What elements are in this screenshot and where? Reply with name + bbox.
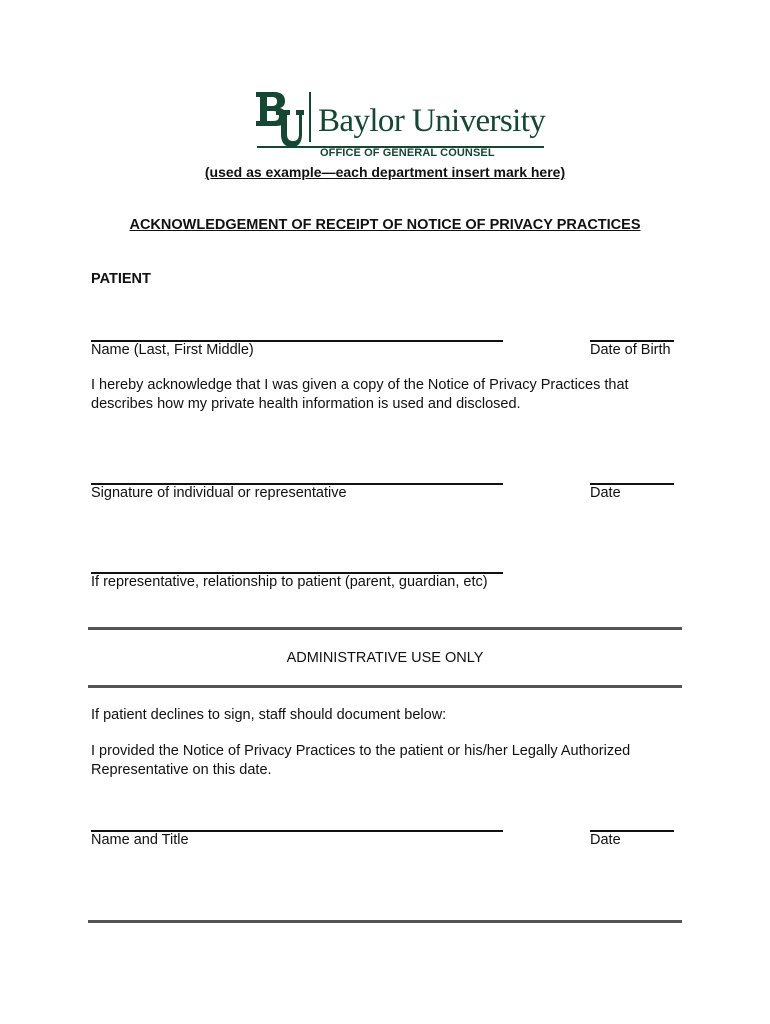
logo-divider bbox=[309, 92, 311, 142]
name-label: Name (Last, First Middle) bbox=[91, 342, 254, 358]
logo-office-name: OFFICE OF GENERAL COUNSEL bbox=[320, 147, 495, 159]
logo-caption: (used as example—each department insert mark here) bbox=[204, 164, 566, 180]
relationship-label: If representative, relationship to patient (parent, guardian, etc) bbox=[91, 574, 488, 590]
baylor-bu-logo-icon bbox=[254, 92, 304, 148]
footer-rule bbox=[88, 920, 682, 923]
admin-date-label: Date bbox=[590, 832, 621, 848]
name-title-label: Name and Title bbox=[91, 832, 189, 848]
admin-bottom-rule bbox=[88, 685, 682, 688]
signature-label: Signature of individual or representative bbox=[91, 485, 347, 501]
declines-text: If patient declines to sign, staff should document below: bbox=[91, 707, 447, 723]
signature-date-label: Date bbox=[590, 485, 621, 501]
ack-text-line-2: describes how my private health information is used and disclosed. bbox=[91, 396, 521, 412]
document-title: ACKNOWLEDGEMENT OF RECEIPT OF NOTICE OF PRIVACY PRACTICES bbox=[129, 217, 641, 233]
admin-top-rule bbox=[88, 627, 682, 630]
patient-heading: PATIENT bbox=[91, 271, 151, 287]
admin-heading: ADMINISTRATIVE USE ONLY bbox=[286, 650, 484, 666]
provided-text-line-2: Representative on this date. bbox=[91, 762, 272, 778]
dob-label: Date of Birth bbox=[590, 342, 671, 358]
ack-text-line-1: I hereby acknowledge that I was given a copy of the Notice of Privacy Practices that bbox=[91, 377, 629, 393]
provided-text-line-1: I provided the Notice of Privacy Practices to the patient or his/her Legally Authorized bbox=[91, 743, 631, 759]
logo-wordmark: Baylor University bbox=[318, 103, 546, 139]
